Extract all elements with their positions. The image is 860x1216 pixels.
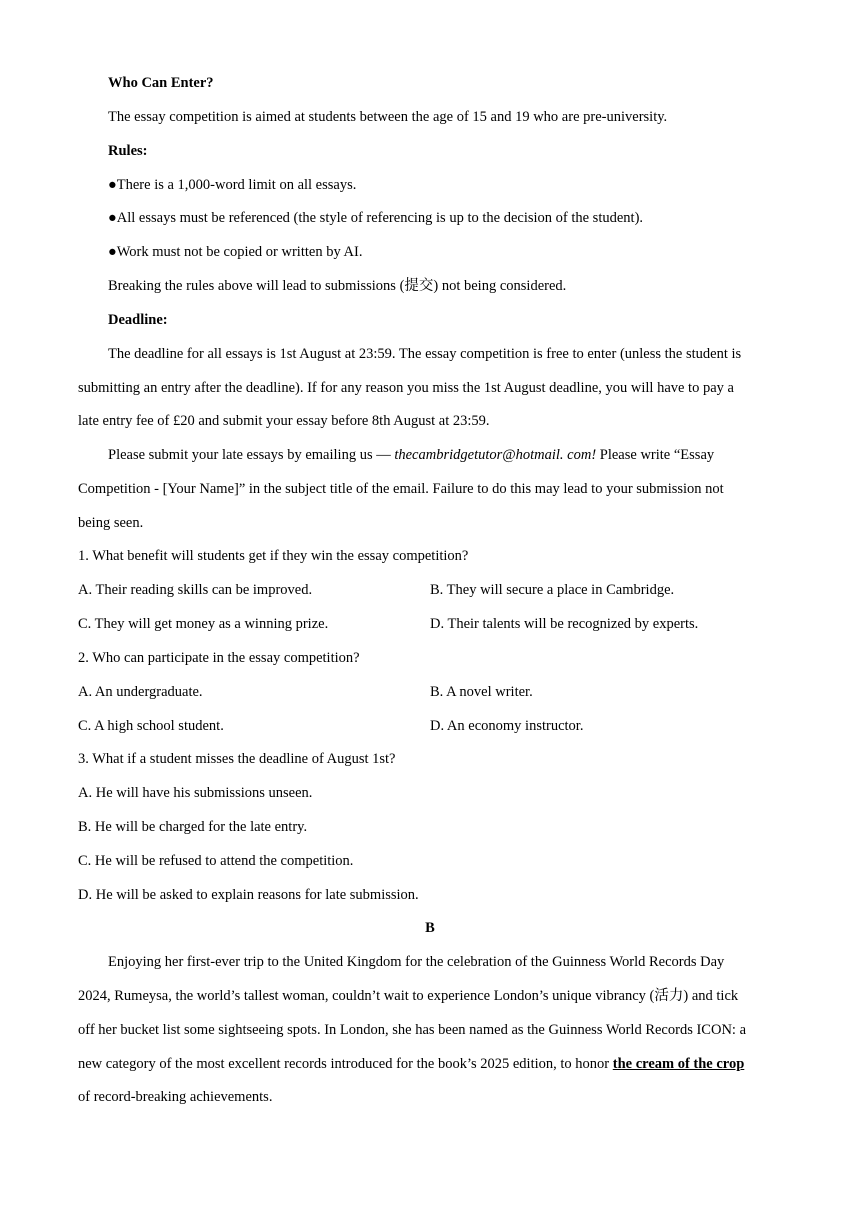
- late-submission-line: being seen.: [78, 515, 144, 531]
- late-text-after: Please write “Essay: [596, 447, 715, 463]
- contact-email: thecambridgetutor@hotmail. com!: [394, 447, 597, 463]
- underlined-phrase: the cream of the crop: [612, 1056, 745, 1072]
- question-1-stem: 1. What benefit will students get if they win the essay competition?: [78, 548, 469, 564]
- q1-option-d: D. Their talents will be recognized by experts.: [430, 616, 699, 632]
- passage-b-text: new category of the most excellent records introduced for the book’s 2025 edition, to honor: [78, 1056, 613, 1072]
- q3-option-a: A. He will have his submissions unseen.: [78, 785, 313, 801]
- q2-option-d: D. An economy instructor.: [430, 718, 584, 734]
- rules-note: Breaking the rules above will lead to submissions (提交) not being considered.: [108, 278, 567, 294]
- q3-option-c: C. He will be refused to attend the competition.: [78, 853, 354, 869]
- deadline-heading: Deadline:: [108, 312, 168, 328]
- q2-option-a: A. An undergraduate.: [78, 684, 203, 700]
- q2-option-b: B. A novel writer.: [430, 684, 533, 700]
- q3-option-b: B. He will be charged for the late entry.: [78, 819, 308, 835]
- passage-b-line: [78, 1054, 778, 1074]
- deadline-paragraph-line: The deadline for all essays is 1st August at 23:59. The essay competition is free to enter (unless the student is: [108, 346, 742, 362]
- late-text-before: Please submit your late essays by emailing us —: [108, 447, 395, 463]
- deadline-paragraph-line: late entry fee of £20 and submit your essay before 8th August at 23:59.: [78, 413, 490, 429]
- late-submission-line: [108, 445, 808, 465]
- q2-option-c: C. A high school student.: [78, 718, 224, 734]
- passage-b-line: of record-breaking achievements.: [78, 1089, 273, 1105]
- passage-b-line: Enjoying her first-ever trip to the United Kingdom for the celebration of the Guinness World Records Day: [108, 954, 725, 970]
- question-3-stem: 3. What if a student misses the deadline of August 1st?: [78, 751, 396, 767]
- passage-b-line: off her bucket list some sightseeing spots. In London, she has been named as the Guinness World Records ICON: a: [78, 1022, 746, 1038]
- who-can-enter-text: The essay competition is aimed at students between the age of 15 and 19 who are pre-university.: [108, 109, 668, 125]
- q1-option-b: B. They will secure a place in Cambridge.: [430, 582, 675, 598]
- rules-heading: Rules:: [108, 143, 148, 159]
- deadline-paragraph-line: submitting an entry after the deadline). If for any reason you miss the 1st August deadline, you will have to pay a: [78, 380, 734, 396]
- rule-item: ●All essays must be referenced (the style of referencing is up to the decision of the student).: [108, 210, 644, 226]
- section-b-heading: B: [425, 920, 435, 936]
- rule-item: ●There is a 1,000-word limit on all essays.: [108, 177, 357, 193]
- passage-b-line: 2024, Rumeysa, the world’s tallest woman, couldn’t wait to experience London’s unique vibrancy (活力) and tick: [78, 988, 739, 1004]
- q1-option-c: C. They will get money as a winning prize.: [78, 616, 329, 632]
- question-2-stem: 2. Who can participate in the essay competition?: [78, 650, 360, 666]
- who-can-enter-heading: Who Can Enter?: [108, 75, 214, 91]
- late-submission-line: Competition - [Your Name]” in the subject title of the email. Failure to do this may lead to your submission not: [78, 481, 724, 497]
- rule-item: ●Work must not be copied or written by AI.: [108, 244, 363, 260]
- q3-option-d: D. He will be asked to explain reasons for late submission.: [78, 887, 419, 903]
- q1-option-a: A. Their reading skills can be improved.: [78, 582, 313, 598]
